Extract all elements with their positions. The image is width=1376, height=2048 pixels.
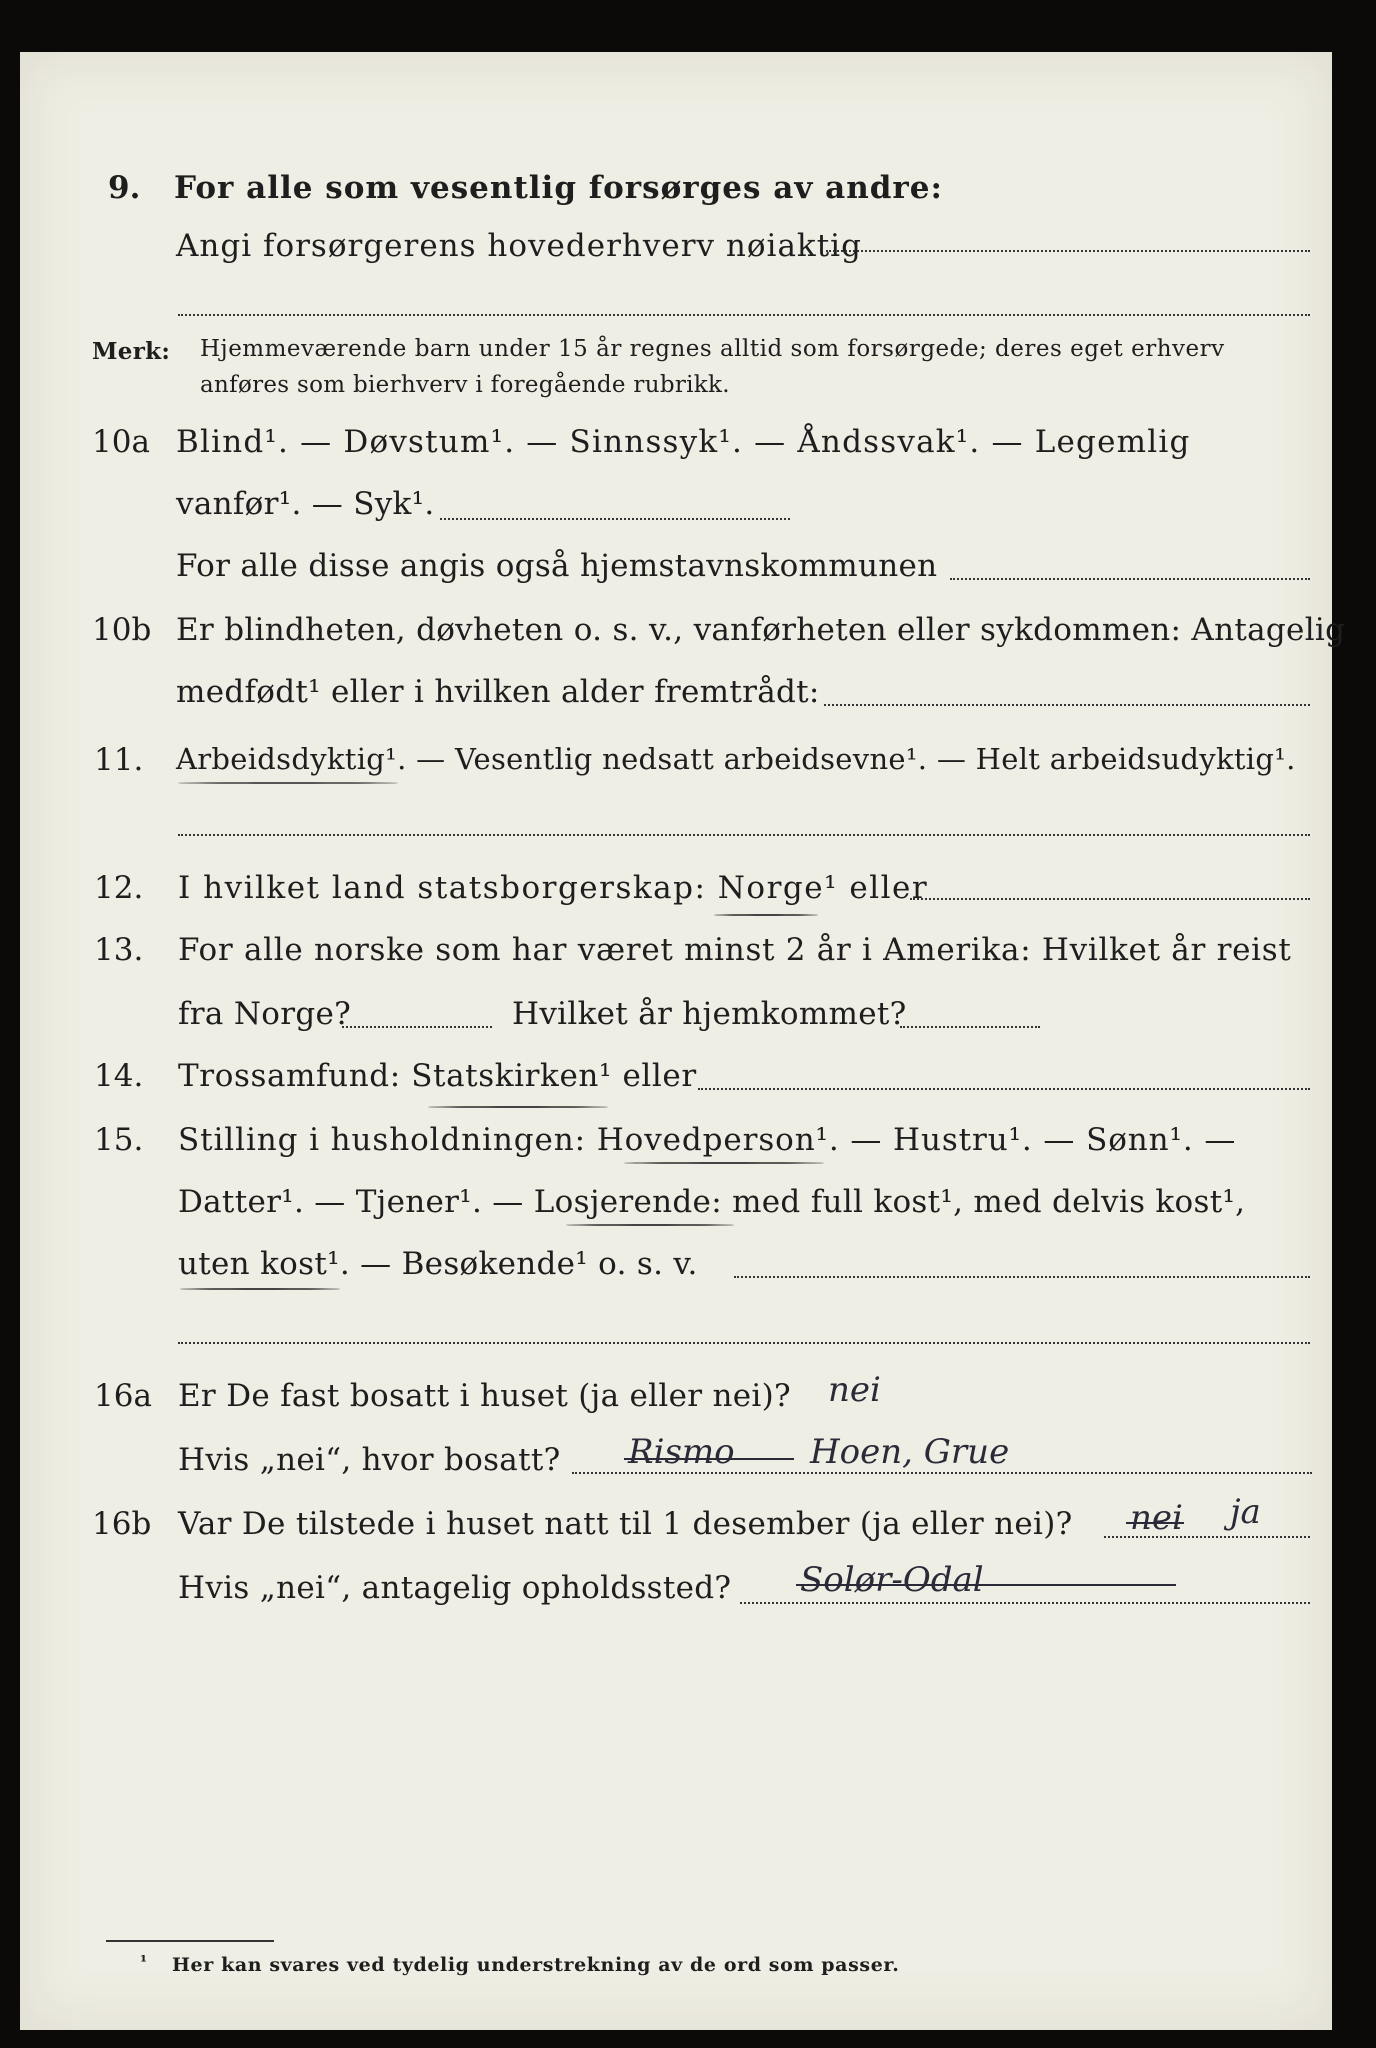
q9-number: 9. xyxy=(108,170,141,206)
q13-line2b: Hvilket år hjemkommet? xyxy=(512,996,907,1032)
q11-underline-mark xyxy=(178,782,398,784)
q16b-struck-location: Solør-Odal xyxy=(800,1560,984,1600)
q15-line2: Datter¹. — Tjener¹. — Losjerende: med full kost¹, med delvis kost¹, xyxy=(178,1184,1246,1220)
q16b-struck-answer: nei xyxy=(1130,1498,1183,1538)
q16a-number: 16a xyxy=(94,1378,152,1414)
q10a-line3: For alle disse angis også hjemstavnskommunen xyxy=(176,548,938,584)
q10a-line1: Blind¹. — Døvstum¹. — Sinnssyk¹. — Åndssvak¹. — Legemlig xyxy=(176,424,1191,460)
footnote-rule xyxy=(106,1940,274,1942)
q11-answer-line[interactable] xyxy=(178,834,1310,836)
q9-answer-line-1[interactable] xyxy=(826,250,1310,252)
q11-number: 11. xyxy=(94,742,144,778)
q12-number: 12. xyxy=(94,870,144,906)
q16b-handwritten-answer: ja xyxy=(1230,1492,1261,1532)
q16b-line1: Var De tilstede i huset natt til 1 desember (ja eller nei)? xyxy=(178,1506,1073,1542)
q16b-line2: Hvis „nei“, antagelig opholdssted? xyxy=(178,1570,732,1606)
q16a-answer-handwritten: nei xyxy=(828,1370,881,1410)
q10b-answer-line[interactable] xyxy=(824,704,1310,706)
q11-line1: Arbeidsdyktig¹. — Vesentlig nedsatt arbeidsevne¹. — Helt arbeidsudyktig¹. xyxy=(176,742,1296,776)
q15-underline-mark-3 xyxy=(180,1288,340,1290)
footnote-mark: ¹ xyxy=(140,1952,148,1971)
q10a-answer-line-1[interactable] xyxy=(440,518,790,520)
q15-underline-mark-1 xyxy=(624,1162,824,1164)
q10b-number: 10b xyxy=(92,612,152,648)
q16a-line1: Er De fast bosatt i huset (ja eller nei)? xyxy=(178,1378,791,1414)
merk-line2: anføres som bierhverv i foregående rubrikk. xyxy=(200,372,730,398)
q15-underline-mark-2 xyxy=(566,1224,734,1226)
q14-underline-mark xyxy=(428,1106,608,1108)
q15-answer-line-2[interactable] xyxy=(178,1342,1310,1344)
census-form-page xyxy=(20,52,1346,2030)
q12-underline-mark xyxy=(714,914,818,916)
q14-number: 14. xyxy=(94,1058,144,1094)
merk-label: Merk: xyxy=(92,338,171,365)
q10a-number: 10a xyxy=(92,424,150,460)
q15-line3: uten kost¹. — Besøkende¹ o. s. v. xyxy=(178,1246,698,1282)
q12-answer-line[interactable] xyxy=(910,898,1310,900)
q16a-line2: Hvis „nei“, hvor bosatt? xyxy=(178,1442,561,1478)
q10b-line2: medfødt¹ eller i hvilken alder fremtrådt: xyxy=(176,674,820,710)
q9-line2: Angi forsørgerens hovederhverv nøiaktig xyxy=(176,228,862,264)
q13-answer-line-2[interactable] xyxy=(900,1026,1040,1028)
q16b-strikethrough-1 xyxy=(1126,1522,1184,1524)
q10a-answer-line-2[interactable] xyxy=(950,578,1310,580)
q15-number: 15. xyxy=(94,1122,144,1158)
q16a-handwritten-location: Hoen, Grue xyxy=(810,1432,1010,1472)
merk-line1: Hjemmeværende barn under 15 år regnes alltid som forsørgede; deres eget erhverv xyxy=(200,336,1225,362)
q10a-line2: vanfør¹. — Syk¹. xyxy=(176,486,435,522)
q16b-answer-line-2[interactable] xyxy=(740,1602,1310,1604)
q13-line2a: fra Norge? xyxy=(178,996,352,1032)
q13-line1: For alle norske som har været minst 2 år i Amerika: Hvilket år reist xyxy=(178,932,1292,968)
q16b-number: 16b xyxy=(92,1506,152,1542)
q16a-answer-line[interactable] xyxy=(572,1472,1312,1474)
footnote-text: Her kan svares ved tydelig understrekning av de ord som passer. xyxy=(172,1954,900,1976)
q14-answer-line[interactable] xyxy=(698,1088,1310,1090)
q9-line1: For alle som vesentlig forsørges av andre: xyxy=(174,170,943,206)
q13-answer-line-1[interactable] xyxy=(342,1026,492,1028)
q12-line1: I hvilket land statsborgerskap: Norge¹ eller xyxy=(178,870,929,906)
q16a-strikethrough xyxy=(624,1458,794,1460)
q15-line1: Stilling i husholdningen: Hovedperson¹. — Hustru¹. — Sønn¹. — xyxy=(178,1122,1237,1158)
q13-number: 13. xyxy=(94,932,144,968)
q9-answer-line-2[interactable] xyxy=(178,314,1310,316)
q16a-struck-answer: Rismo xyxy=(628,1432,735,1472)
q14-line1: Trossamfund: Statskirken¹ eller xyxy=(178,1058,697,1094)
q16b-strikethrough-2 xyxy=(796,1584,1176,1586)
q10b-line1: Er blindheten, døvheten o. s. v., vanførheten eller sykdommen: Antagelig xyxy=(176,612,1346,648)
q15-answer-line-1[interactable] xyxy=(734,1276,1310,1278)
